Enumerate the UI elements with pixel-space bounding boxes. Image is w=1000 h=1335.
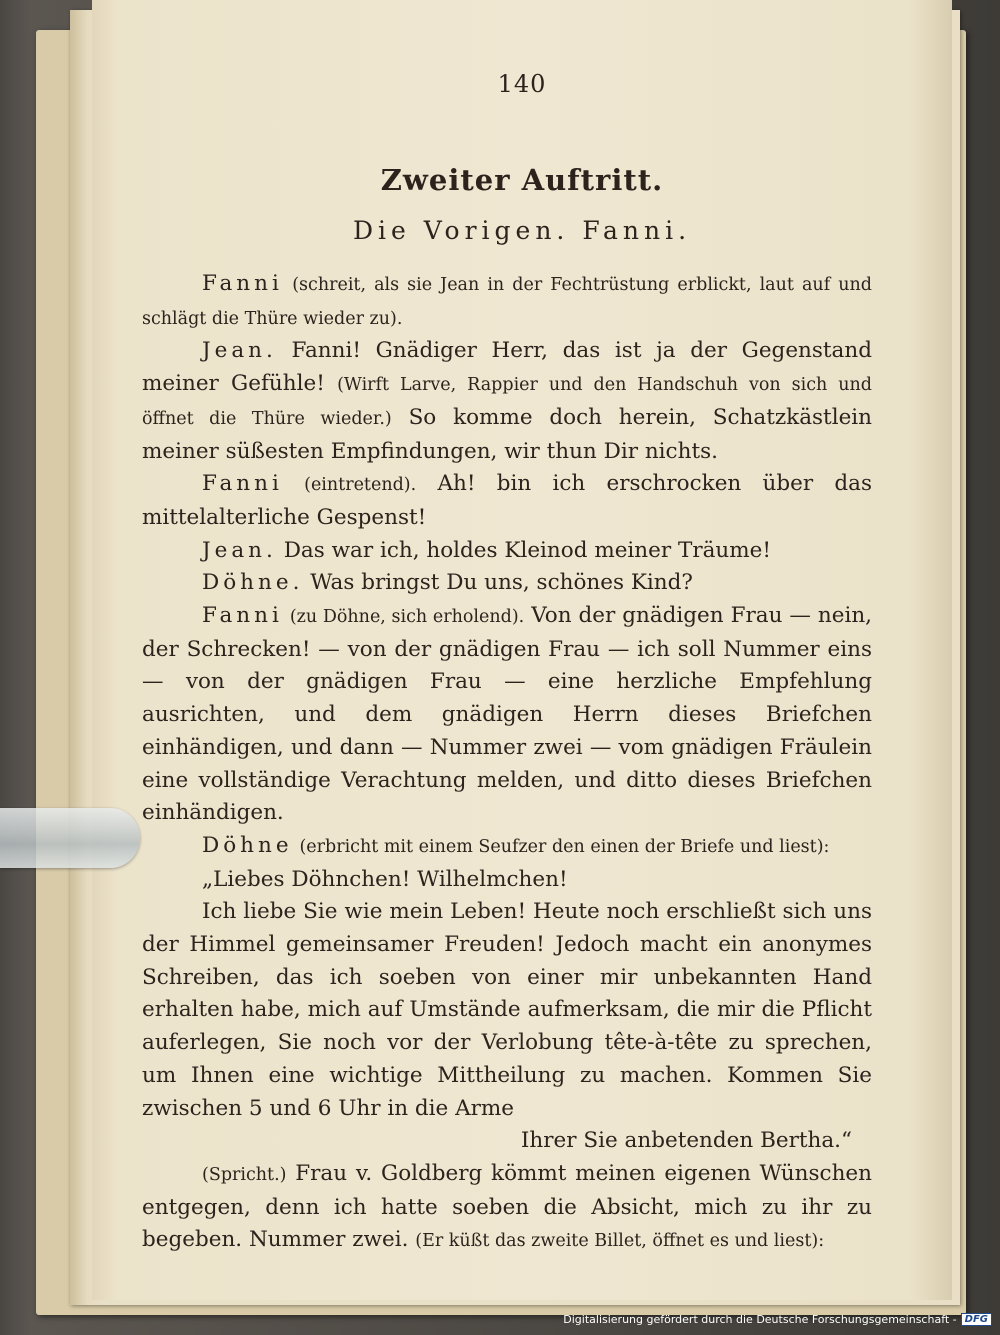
speaker-name: Fanni	[202, 471, 283, 497]
speaker-name: Fanni	[202, 271, 283, 296]
closing-paragraph	[142, 1158, 872, 1258]
stage-direction: (Spricht.)	[202, 1164, 287, 1185]
letter-salutation	[142, 864, 872, 897]
paragraph-4	[142, 535, 872, 568]
stage-direction: (Er küßt das zweite Billet, öffnet es und liest):	[415, 1231, 825, 1252]
dialogue-text: Fanni! Gnädiger Herr, das ist ja der Gegenstand meiner Gefühle!	[142, 338, 872, 397]
speaker-name: Jean.	[202, 537, 277, 563]
stage-direction: (Wirft Larve, Rappier und den Handschuh von sich und öffnet die Thüre wieder.)	[142, 375, 872, 429]
stage-direction: (zu Döhne, sich erholend).	[289, 607, 525, 628]
letter-body: Ich liebe Sie wie mein Leben! Heute noch erschließt sich uns der Himmel gemeinsamer Freuden! Jedoch macht ein anonymes Schreiben, das ich soeben von einer mir unbekannten Hand erhalten habe, mich auf Umstände aufmerksam, die mir die Pflicht auferlegen, Sie noch vor der Verlobung tête-à-tête zu sprechen, um Ihnen eine wichtige Mittheilung zu machen. Kommen Sie zwischen 5 und 6 Uhr in die Arme	[142, 899, 872, 1121]
paragraph-1	[142, 268, 872, 335]
stage-direction: (schreit, als sie Jean in der Fechtrüstung erblickt, laut auf und schlägt die Thüre wieder zu).	[142, 275, 872, 329]
speaker-name: Döhne.	[202, 570, 304, 596]
speaker-name: Jean.	[202, 338, 277, 364]
stage-direction: (eintretend).	[304, 475, 417, 496]
dialogue-text: Ah! bin ich erschrocken über das mittelalterliche Gespenst!	[142, 471, 872, 530]
speaker-name: Fanni	[202, 603, 283, 629]
paragraph-2	[142, 335, 872, 468]
dialogue-text: Frau v. Goldberg kömmt meinen eigenen Wünschen entgegen, denn ich hatte soeben die Absicht, mich zu ihr zu begeben. Nummer zwei.	[142, 1160, 872, 1253]
footer-text: Digitalisierung gefördert durch die Deutsche Forschungsgemeinschaft -	[563, 1312, 957, 1326]
dialogue-text: So komme doch herein, Schatzkästlein meiner süßesten Empfindungen, wir thun Dir nichts.	[142, 404, 873, 464]
digitization-footer	[563, 1309, 992, 1329]
dialogue-text: „Liebes Döhnchen! Wilhelmchen!	[202, 866, 568, 892]
dfg-logo: DFG	[961, 1313, 992, 1326]
letter-signature: Ihrer Sie anbetenden Bertha.“	[520, 1128, 852, 1154]
dialogue-text: Das war ich, holdes Kleinod meiner Träume!	[283, 537, 772, 563]
paragraph-6	[142, 600, 872, 830]
dialogue-text: Von der gnädigen Frau — nein, der Schrecken! — von der gnädigen Frau — ich soll Nummer eins — von der gnädigen Frau — eine herzliche Empfehlung ausrichten, und dem gnädigen Herrn dieses Briefchen einhändigen, und dann — Nummer zwei — vom gnädigen Fräulein eine vollständige Verachtung melden, und ditto dieses Briefchen einhändigen.	[142, 603, 872, 826]
page-marker-clip	[0, 808, 140, 868]
dialogue-block	[142, 268, 872, 1258]
paragraph-3	[142, 468, 872, 534]
page-number: 140	[497, 70, 547, 98]
dialogue-text: Was bringst Du uns, schönes Kind?	[310, 570, 693, 596]
cast-list: Die Vorigen. Fanni.	[352, 216, 692, 245]
speaker-name: Döhne	[202, 832, 293, 858]
paragraph-7	[142, 830, 872, 864]
paragraph-5	[142, 567, 872, 600]
book-page	[92, 0, 952, 1300]
stage-direction: (erbricht mit einem Seufzer den einen der Briefe und liest):	[299, 836, 830, 857]
scene-heading: Zweiter Auftritt.	[380, 163, 664, 197]
